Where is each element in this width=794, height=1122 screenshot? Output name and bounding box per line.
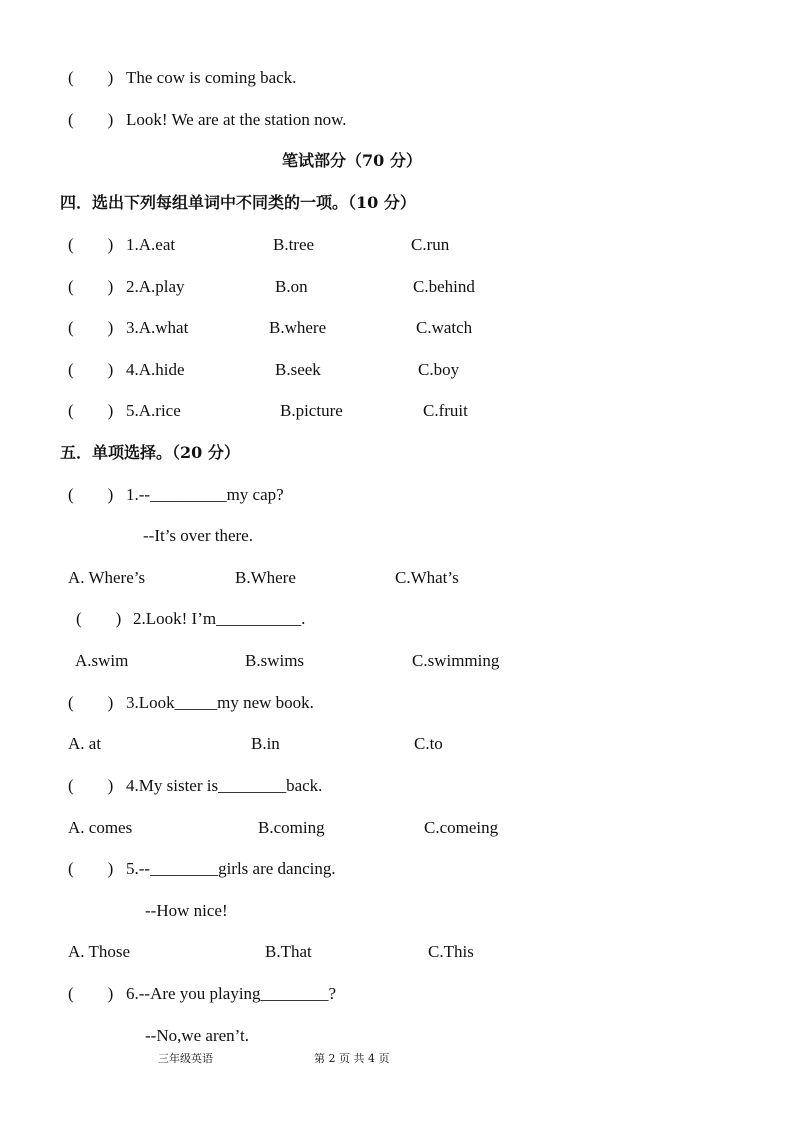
answer-blank[interactable]: ( ) (68, 984, 114, 1003)
option-b: B.where (269, 318, 327, 337)
question-reply: --No,we aren’t. (145, 1026, 250, 1045)
answer-blank[interactable]: ( ) (68, 318, 114, 337)
option-c: C.watch (416, 318, 473, 337)
option-b: B.swims (245, 651, 305, 670)
answer-blank[interactable]: ( ) (68, 401, 114, 420)
question-stem: 4.My sister is________back. (126, 776, 323, 795)
option-a: A. at (68, 734, 102, 753)
option-c: C.What’s (395, 568, 459, 587)
option-c: C.swimming (412, 651, 500, 670)
question-stem: 1.--_________my cap? (126, 485, 284, 504)
option-c: C.This (428, 942, 474, 961)
answer-blank[interactable]: ( ) (68, 859, 114, 878)
answer-blank[interactable]: ( ) (76, 609, 122, 628)
option-b: B.on (275, 277, 308, 296)
option-c: C.boy (418, 360, 460, 379)
answer-blank[interactable]: ( ) (68, 235, 114, 254)
option-b: B.in (251, 734, 280, 753)
section-heading: 五．单项选择。（20 分） (60, 443, 240, 462)
answer-blank[interactable]: ( ) (68, 68, 114, 87)
option-a: A. comes (68, 818, 133, 837)
answer-blank[interactable]: ( ) (68, 693, 114, 712)
question-stem: 6.--Are you playing________? (126, 984, 337, 1003)
option-c: C.comeing (424, 818, 499, 837)
answer-blank[interactable]: ( ) (68, 360, 114, 379)
option-b: B.Where (235, 568, 296, 587)
question-stem: 2.Look! I’m__________. (133, 609, 306, 628)
option-a: A.swim (75, 651, 129, 670)
option-a: 2.A.play (126, 277, 185, 296)
option-b: B.tree (273, 235, 315, 254)
option-a: A. Those (68, 942, 131, 961)
option-b: B.picture (280, 401, 343, 420)
question-stem: 5.--________girls are dancing. (126, 859, 336, 878)
question-reply: --How nice! (145, 901, 228, 920)
section-heading: 四．选出下列每组单词中不同类的一项。（10 分） (60, 193, 416, 212)
option-c: C.to (414, 734, 443, 753)
answer-blank[interactable]: ( ) (68, 776, 114, 795)
answer-blank[interactable]: ( ) (68, 110, 114, 129)
option-b: B.coming (258, 818, 325, 837)
footer-subject: 三年级英语 (158, 1052, 213, 1065)
option-a: 1.A.eat (126, 235, 176, 254)
question-text: Look! We are at the station now. (126, 110, 347, 129)
option-c: C.run (411, 235, 450, 254)
question-text: The cow is coming back. (126, 68, 297, 87)
option-b: B.That (265, 942, 312, 961)
answer-blank[interactable]: ( ) (68, 277, 114, 296)
answer-blank[interactable]: ( ) (68, 485, 114, 504)
option-a: A. Where’s (68, 568, 146, 587)
option-a: 5.A.rice (126, 401, 181, 420)
option-a: 4.A.hide (126, 360, 185, 379)
option-c: C.behind (413, 277, 475, 296)
section-title: 笔试部分（70 分） (282, 151, 422, 170)
option-a: 3.A.what (126, 318, 189, 337)
question-reply: --It’s over there. (143, 526, 253, 545)
option-c: C.fruit (423, 401, 468, 420)
question-stem: 3.Look_____my new book. (126, 693, 314, 712)
footer-page-number: 第 2 页 共 4 页 (314, 1052, 390, 1065)
option-b: B.seek (275, 360, 321, 379)
